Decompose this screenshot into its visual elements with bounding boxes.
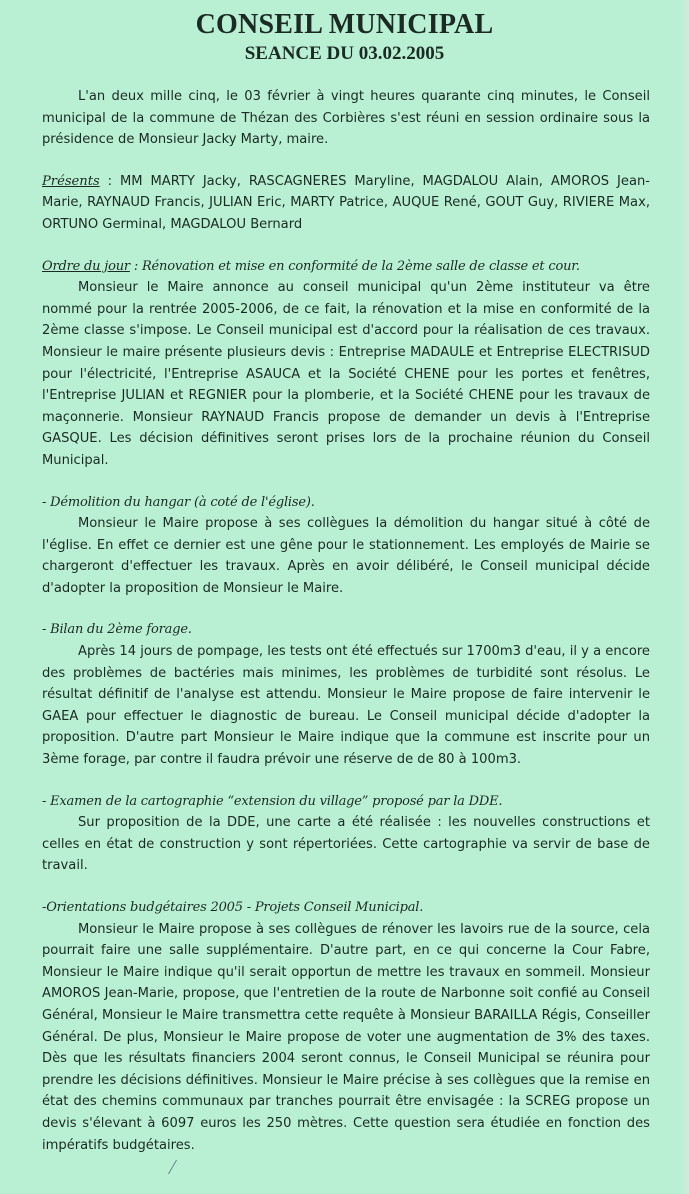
presents-section xyxy=(42,171,650,236)
presents-list: : MM MARTY Jacky, RASCAGNERES Maryline, MAGDALOU Alain, AMOROS Jean-Marie, RAYNAUD Francis, JULIAN Eric, MARTY Patrice, AUQUE René, GOUT Guy, RIVIERE Max, ORTUNO Germinal, MAGDALOU Bernard xyxy=(42,173,650,232)
section-cartographie xyxy=(42,791,650,877)
section-body: Monsieur le Maire propose à ses collègues la démolition du hangar situé à côté de l'église. En effet ce dernier est une gêne pour le stationnement. Les employés de Mairie se chargeront d'effectuer les travaux. Après en avoir délibéré, le Conseil municipal décide d'adopter la proposition de Monsieur le Maire. xyxy=(42,516,650,596)
section-heading: - Démolition du hangar (à coté de l'église). xyxy=(42,494,315,510)
document-subtitle: SEANCE DU 03.02.2005 xyxy=(244,43,445,64)
intro-section xyxy=(42,86,650,151)
section-demolition xyxy=(42,492,650,600)
section-body: Monsieur le Maire annonce au conseil municipal qu'un 2ème instituteur va être nommé pour la rentrée 2005-2006, de ce fait, la rénovation et la mise en conformité de la 2ème classe s'impose. Le Conseil municipal est d'accord pour la réalisation de ces travaux. Monsieur le maire présente plusieurs devis : Entreprise MADAULE et Entreprise ELECTRISUD pour l'électricité, l'Entreprise ASAUCA et la Société CHENE pour les portes et fenêtres, l'Entreprise JULIAN et REGNIER pour la plomberie, et la Société CHENE pour les travaux de maçonnerie. Monsieur RAYNAUD Francis propose de demander un devis à l'Entreprise GASQUE. Les décision définitives seront prises lors de la prochaine réunion du Conseil Municipal. xyxy=(42,280,650,468)
intro-paragraph: L'an deux mille cinq, le 03 février à vingt heures quarante cinq minutes, le Conseil municipal de la commune de Thézan des Corbières s'est réuni en session ordinaire sous la présidence de Monsieur Jacky Marty, maire. xyxy=(42,89,650,148)
ordre-du-jour-label: Ordre du jour xyxy=(42,258,130,274)
section-body: Sur proposition de la DDE, une carte a été réalisée : les nouvelles constructions et celles en état de construction y sont répertoriées. Cette cartographie va servir de base de travail. xyxy=(42,815,650,874)
section-heading: : Rénovation et mise en conformité de la 2ème salle de classe et cour. xyxy=(129,258,580,274)
section-orientations xyxy=(42,897,650,1156)
document-body xyxy=(42,0,650,1194)
page-edge xyxy=(681,0,689,1194)
section-heading: - Examen de la cartographie “extension du village” proposé par la DDE. xyxy=(42,793,503,809)
section-heading-line xyxy=(42,256,650,278)
document-title: CONSEIL MUNICIPAL xyxy=(195,9,494,40)
section-body: Après 14 jours de pompage, les tests ont été effectués sur 1700m3 d'eau, il y a encore des problèmes de bactéries mais minimes, les problèmes de turbidité sont résolus. Le résultat définitif de l'analyse est attendu. Monsieur le Maire propose de faire intervenir le GAEA pour effectuer le diagnostic de bureau. Le Conseil municipal décide d'adopter la proposition. D'autre part Monsieur le Maire indique que la commune est inscrite pour un 3ème forage, par contre il faudra prévoir une réserve de de 80 à 100m3. xyxy=(42,644,650,768)
section-ordre-du-jour xyxy=(42,256,650,472)
presents-paragraph xyxy=(42,171,650,236)
section-body: Monsieur le Maire propose à ses collègues de rénover les lavoirs rue de la source, cela pourrait faire une salle supplémentaire. D'autre part, en ce qui concerne la Cour Fabre, Monsieur le Maire indique qu'il serait opportun de mettre les travaux en sommeil. Monsieur AMOROS Jean-Marie, propose, que l'entretien de la route de Narbonne soit confié au Conseil Général, Monsieur le Maire transmettra cette requête à Monsieur BARAILLA Régis, Conseiller Général. De plus, Monsieur le Maire propose de voter une augmentation de 3% des taxes. Dès que les résultats financiers 2004 seront connus, le Conseil Municipal se réunira pour prendre les décisions définitives. Monsieur le Maire précise à ses collègues que la remise en état des chemins communaux par tranches pourrait être envisagée : la SCREG propose un devis s'élevant à 6097 euros les 250 mètres. Cette question sera étudiée en fonction des impératifs budgétaires. xyxy=(42,921,650,1153)
section-heading: - Bilan du 2ème forage. xyxy=(42,622,192,638)
section-heading: -Orientations budgétaires 2005 - Projets Conseil Municipal. xyxy=(42,900,424,915)
presents-label: Présents xyxy=(42,173,100,189)
pen-mark xyxy=(168,1160,183,1174)
section-forage xyxy=(42,619,650,770)
